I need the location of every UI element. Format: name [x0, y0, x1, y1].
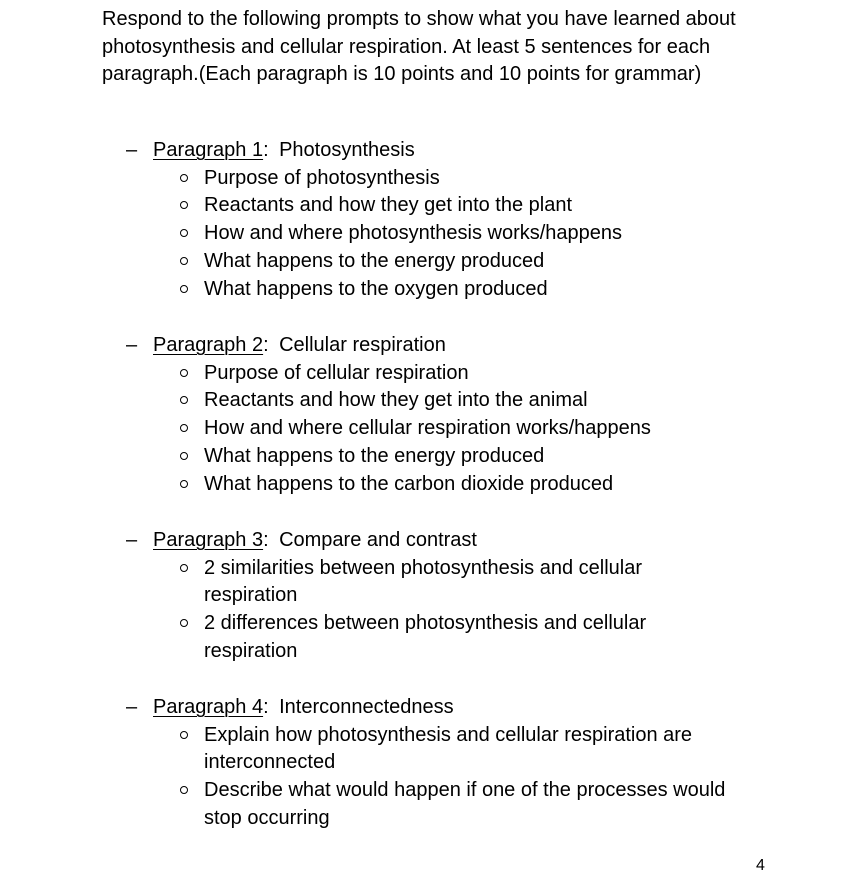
dash-marker: – [126, 334, 138, 356]
list-item [126, 360, 786, 388]
circle-bullet-icon [180, 285, 188, 293]
dash-marker: – [126, 139, 138, 161]
paragraph-3-topic: Compare and contrast [279, 529, 477, 551]
list-item-text: Explain how photosynthesis and cellular respiration are interconnected [204, 723, 693, 774]
circle-bullet-icon [180, 229, 188, 237]
paragraph-2-topic: Cellular respiration [279, 334, 446, 356]
list-item [126, 471, 786, 499]
list-item [126, 276, 786, 304]
list-item-text: How and where photosynthesis works/happens [204, 222, 623, 245]
dash-marker: – [126, 529, 138, 551]
list-item-text: Purpose of cellular respiration [204, 361, 469, 384]
circle-bullet-icon [180, 174, 188, 182]
list-item [126, 443, 786, 471]
circle-bullet-icon [180, 564, 188, 572]
list-item-text: Reactants and how they get into the animal [204, 389, 588, 412]
list-item [126, 610, 664, 665]
list-item-text: What happens to the carbon dioxide produced [204, 472, 614, 495]
circle-bullet-icon [180, 369, 188, 377]
colon: : [263, 334, 269, 356]
paragraph-2-heading [126, 332, 786, 360]
list-item-text: 2 similarities between photosynthesis and cellular respiration [204, 556, 643, 607]
paragraph-1-label: Paragraph 1 [153, 139, 264, 161]
paragraph-2-subitems [126, 360, 786, 499]
list-item-text: How and where cellular respiration works/happens [204, 417, 651, 440]
paragraph-1-heading [126, 137, 786, 165]
list-item [126, 387, 786, 415]
list-item [126, 192, 786, 220]
circle-bullet-icon [180, 786, 188, 794]
list-item-text: Describe what would happen if one of the processes would stop occurring [204, 779, 726, 829]
list-item [126, 165, 786, 193]
list-item [126, 555, 664, 610]
paragraph-1-subitems [126, 165, 786, 304]
paragraph-3-heading [126, 527, 786, 555]
circle-bullet-icon [180, 201, 188, 209]
colon: : [263, 529, 269, 551]
list-item-text: 2 differences between photosynthesis and cellular respiration [204, 612, 647, 662]
paragraph-4-topic: Interconnectedness [279, 696, 454, 718]
list-item [126, 722, 749, 777]
list-item-text: What happens to the energy produced [204, 444, 545, 467]
circle-bullet-icon [180, 396, 188, 404]
circle-bullet-icon [180, 257, 188, 265]
paragraph-3-section [126, 527, 786, 666]
circle-bullet-icon [180, 452, 188, 460]
paragraph-1-section [126, 137, 786, 303]
paragraph-1-topic: Photosynthesis [279, 139, 415, 161]
circle-bullet-icon [180, 480, 188, 488]
list-item-text: Purpose of photosynthesis [204, 166, 440, 189]
page-number: 4 [756, 857, 765, 874]
list-item-text: What happens to the oxygen produced [204, 277, 548, 300]
list-item [126, 777, 764, 832]
paragraph-2-section [126, 332, 786, 498]
list-item [126, 415, 786, 443]
circle-bullet-icon [180, 424, 188, 432]
colon: : [263, 139, 269, 161]
instructions-paragraph: Respond to the following prompts to show what you have learned about photosynthesis and cellular respiration. At least 5 sentences for each paragraph.(Each paragraph is 10 points and 10 points for grammar) [102, 8, 736, 86]
paragraph-4-label: Paragraph 4 [153, 696, 264, 718]
list-item-text: What happens to the energy produced [204, 249, 545, 272]
paragraph-3-label: Paragraph 3 [153, 529, 264, 551]
paragraph-4-subitems [126, 722, 786, 833]
list-item [126, 248, 786, 276]
list-item-text: Reactants and how they get into the plant [204, 194, 573, 217]
paragraph-3-subitems [126, 555, 786, 666]
circle-bullet-icon [180, 619, 188, 627]
paragraph-4-section [126, 694, 786, 833]
paragraph-4-heading [126, 694, 786, 722]
colon: : [263, 696, 269, 718]
list-item [126, 220, 786, 248]
dash-marker: – [126, 696, 138, 718]
paragraph-2-label: Paragraph 2 [153, 334, 264, 356]
circle-bullet-icon [180, 731, 188, 739]
